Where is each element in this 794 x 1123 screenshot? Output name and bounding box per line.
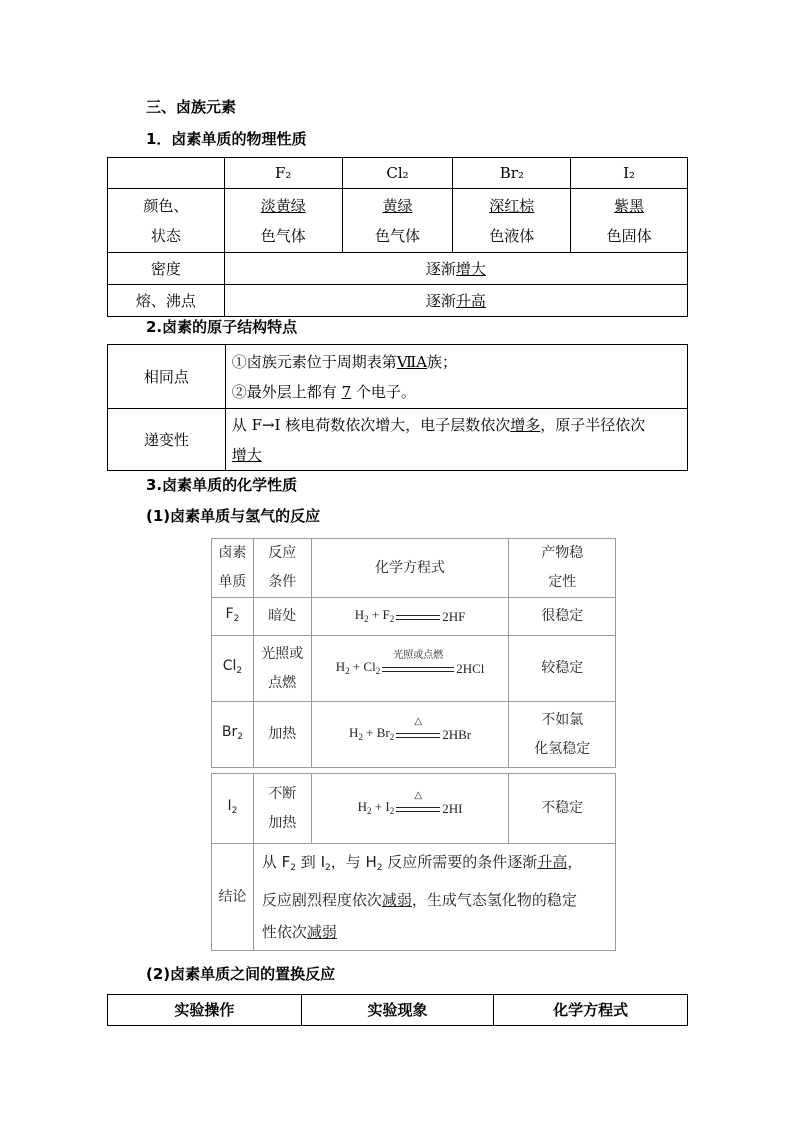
diff-content: 从 F→I 核电荷数依次增大，电子层数依次增多，原子半径依次 增大	[225, 409, 687, 471]
conclusion-label: 结论	[212, 844, 254, 951]
col-f2: F₂	[224, 158, 342, 189]
head-phenomenon: 实验现象	[301, 995, 494, 1026]
conclusion-row	[212, 844, 616, 951]
table-row	[212, 598, 616, 636]
equals-arrow	[396, 610, 440, 624]
head-cond: 反应 条件	[253, 539, 311, 598]
diff-label: 递变性	[108, 409, 226, 471]
col-cl2: Cl₂	[342, 158, 453, 189]
col-br2: Br₂	[453, 158, 571, 189]
same-label: 相同点	[108, 345, 226, 409]
corner-cell	[108, 158, 225, 189]
equation-cell: $H_2 + Cl_2$ 光照或点燃 2HCl	[311, 636, 509, 702]
table-row	[212, 636, 616, 702]
stab-cell: 不如氯 化氢稳定	[509, 702, 616, 768]
replacement-reaction-table	[107, 994, 688, 1026]
col-i2: I₂	[571, 158, 688, 189]
hydrogen-reaction-table	[211, 538, 616, 768]
conclusion-text: 从 $F_2$ 到 $I_2$，与 $H_2$ 反应所需要的条件逐渐升高， 反应剧烈程度依次减弱，生成气态氢化物的稳定 性依次减弱	[253, 844, 615, 951]
color-br2: 深红棕 色液体	[453, 189, 571, 253]
stab-cell: 不稳定	[509, 774, 616, 844]
stab-cell: 很稳定	[509, 598, 616, 636]
cond-cell: 加热	[253, 702, 311, 768]
density-label: 密度	[108, 253, 225, 285]
head-elem: 卤素 单质	[212, 539, 254, 598]
heading-physical: 1．卤素单质的物理性质	[146, 130, 307, 148]
head-equation: 化学方程式	[494, 995, 688, 1026]
table-row	[212, 702, 616, 768]
elem-cell: $F_2$	[212, 598, 254, 636]
heading-chemical: 3.卤素单质的化学性质	[146, 476, 298, 494]
color-state-label: 颜色、 状态	[108, 189, 225, 253]
heading-replacement: (2)卤素单质之间的置换反应	[146, 965, 336, 983]
same-content: ①卤族元素位于周期表第ⅦA族； ②最外层上都有 7 个电子。	[225, 345, 687, 409]
elem-cell: $Br_2$	[212, 702, 254, 768]
equals-arrow: 光照或点燃	[382, 662, 454, 676]
equation-cell: $H_2 + Br_2$ △ 2HBr	[311, 702, 509, 768]
atomic-structure-table	[107, 344, 688, 471]
heading-atomic: 2.卤素的原子结构特点	[146, 318, 298, 336]
heading-hydrogen-reaction: (1)卤素单质与氢气的反应	[146, 507, 321, 525]
color-cl2: 黄绿 色气体	[342, 189, 453, 253]
reversible-arrow: △	[396, 802, 440, 816]
equation-cell: $H_2 + F_2$ 2HF	[311, 598, 509, 636]
head-operation: 实验操作	[108, 995, 302, 1026]
color-i2: 紫黑 色固体	[571, 189, 688, 253]
elem-cell: $Cl_2$	[212, 636, 254, 702]
color-f2: 淡黄绿 色气体	[224, 189, 342, 253]
stab-cell: 较稳定	[509, 636, 616, 702]
elem-cell: $I_2$	[212, 774, 254, 844]
hydrogen-reaction-table-continued	[211, 773, 616, 951]
equals-arrow: △	[396, 728, 440, 742]
equation-cell: $H_2 + I_2$ △ 2HI	[311, 774, 509, 844]
head-eq: 化学方程式	[311, 539, 509, 598]
table-row	[212, 774, 616, 844]
density-value: 逐渐增大	[224, 253, 687, 285]
cond-cell: 不断 加热	[253, 774, 311, 844]
head-stab: 产物稳 定性	[509, 539, 616, 598]
section-title: 三、卤族元素	[146, 98, 237, 116]
cond-cell: 光照或 点燃	[253, 636, 311, 702]
mp-label: 熔、沸点	[108, 285, 225, 317]
cond-cell: 暗处	[253, 598, 311, 636]
mp-value: 逐渐升高	[224, 285, 687, 317]
physical-properties-table	[107, 157, 688, 317]
